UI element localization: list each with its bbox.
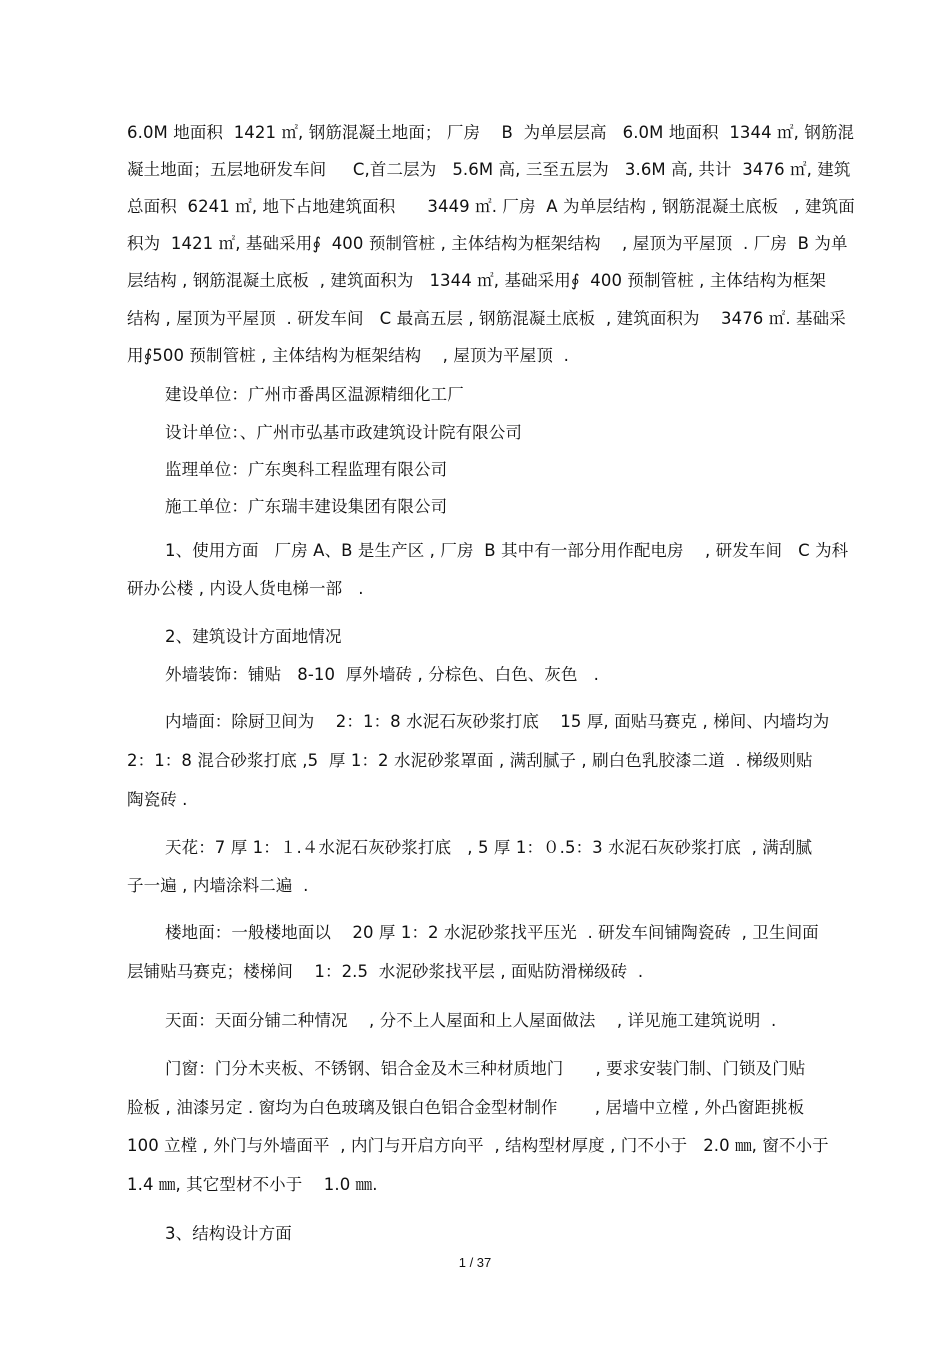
contractor-unit: 施工单位：广东瑞丰建设集团有限公司 (165, 497, 448, 516)
page-number: 1 / 37 (458, 1255, 492, 1270)
intro-line: 积为 1421 ㎡, 基础采用∮ 400 预制管桩 , 主体结构为框架结构 , 屋顶为平屋顶 . 厂房 B 为单 (127, 234, 848, 253)
doors-windows-line: 门窗：门分木夹板、不锈钢、铝合金及木三种材质地门 , 要求安装门制、门锁及门贴 (165, 1059, 806, 1078)
intro-line: 用∮500 预制管桩 , 主体结构为框架结构 , 屋顶为平屋顶 . (127, 346, 569, 365)
usage-line: 1、使用方面 厂房 A、B 是生产区 , 厂房 B 其中有一部分用作配电房 , 研发车间 C 为科 (165, 541, 849, 560)
roof-text: 天面：天面分铺二种情况 , 分不上人屋面和上人屋面做法 , 详见施工建筑说明 . (165, 1011, 777, 1030)
ceiling-line: 子一遍 , 内墙涂料二遍 . (127, 876, 309, 895)
exterior-wall-text: 外墙装饰：铺贴 8-10 厚外墙砖 , 分棕色、白色、灰色 . (165, 665, 599, 684)
doors-windows-line: 100 立樘 , 外门与外墙面平 , 内门与开启方向平 , 结构型材厚度 , 门不小于 2.0 ㎜, 窗不小于 (127, 1136, 829, 1155)
supervision-unit: 监理单位：广东奥科工程监理有限公司 (165, 460, 448, 479)
design-unit: 设计单位：、广州市弘基市政建筑设计院有限公司 (165, 423, 522, 442)
doors-windows-line: 1.4 ㎜, 其它型材不小于 1.0 ㎜. (127, 1175, 378, 1194)
section-heading: 2、建筑设计方面地情况 (165, 627, 342, 646)
ceiling-line: 天花：7 厚 1：１.４水泥石灰砂浆打底 , 5 厚 1：０.5：3 水泥石灰砂浆打底 , 满刮腻 (165, 838, 813, 857)
intro-line: 凝土地面；五层地研发车间 C,首二层为 5.6M 高, 三至五层为 3.6M 高, 共计 3476 ㎡, 建筑 (127, 160, 851, 179)
interior-wall-line: 2：1：8 混合砂浆打底 ,5 厚 1：2 水泥砂浆罩面 , 满刮腻子 , 刷白色乳胶漆二道 . 梯级则贴 (127, 751, 813, 770)
construction-unit: 建设单位：广州市番禺区温源精细化工厂 (165, 385, 464, 404)
usage-line: 研办公楼 , 内设人货电梯一部 . (127, 579, 364, 598)
doors-windows-line: 脸板 , 油漆另定 . 窗均为白色玻璃及银白色铝合金型材制作 , 居墙中立樘 , 外凸窗距挑板 (127, 1098, 805, 1117)
intro-line: 结构 , 屋顶为平屋顶 . 研发车间 C 最高五层 , 钢筋混凝土底板 , 建筑面积为 3476 ㎡. 基础采 (127, 309, 846, 328)
interior-wall-line: 陶瓷砖 . (127, 790, 188, 809)
floor-line: 楼地面：一般楼地面以 20 厚 1：2 水泥砂浆找平压光 . 研发车间铺陶瓷砖 , 卫生间面 (165, 923, 819, 942)
interior-wall-line: 内墙面：除厨卫间为 2：1：8 水泥石灰砂浆打底 15 厚, 面贴马赛克 , 梯间、内墙均为 (165, 712, 830, 731)
intro-line: 层结构 , 钢筋混凝土底板 , 建筑面积为 1344 ㎡, 基础采用∮ 400 预制管桩 , 主体结构为框架 (127, 271, 827, 290)
floor-line: 层铺贴马赛克；楼梯间 1：2.5 水泥砂浆找平层 , 面贴防滑梯级砖 . (127, 962, 644, 981)
intro-line: 6.0M 地面积 1421 ㎡, 钢筋混凝土地面； 厂房 B 为单层层高 6.0M 地面积 1344 ㎡, 钢筋混 (127, 123, 855, 142)
intro-line: 总面积 6241 ㎡, 地下占地建筑面积 3449 ㎡. 厂房 A 为单层结构 , 钢筋混凝土底板 , 建筑面 (127, 197, 855, 216)
section-heading: 3、结构设计方面 (165, 1224, 292, 1243)
